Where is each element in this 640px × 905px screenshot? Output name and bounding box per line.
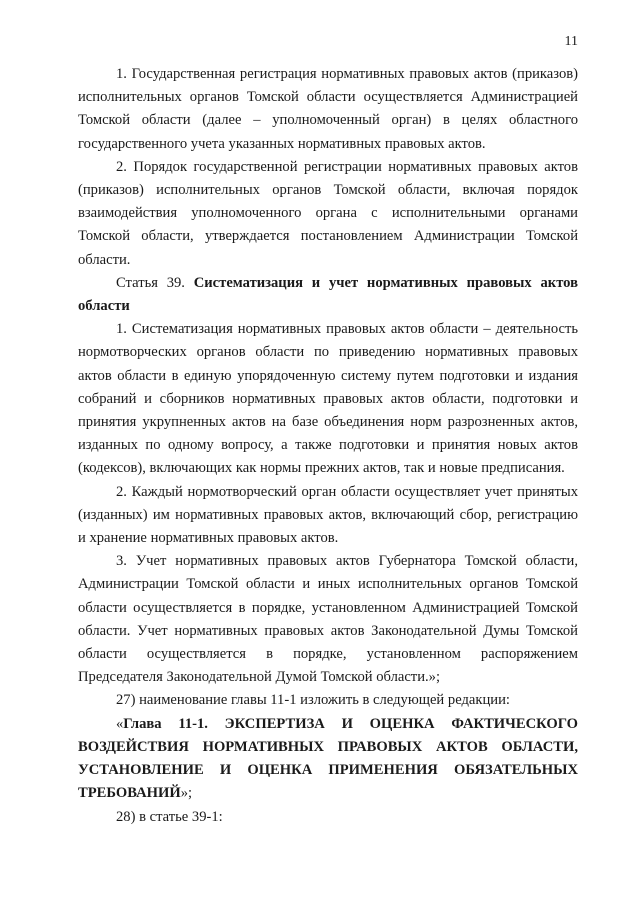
article-heading bbox=[78, 272, 578, 318]
paragraph: 2. Порядок государственной регистрации нормативных правовых актов (приказов) исполнительных органов Томской области, включая порядок взаимодействия уполномоченного органа с исполнительными органами Томской области, утверждается постановлением Администрации Томской области. bbox=[78, 158, 578, 268]
chapter-open-quote: « bbox=[116, 715, 124, 732]
article-title: Систематизация и учет нормативных правовых актов области bbox=[78, 274, 578, 315]
paragraph: 1. Систематизация нормативных правовых актов области – деятельность нормотворческих органов области по приведению нормативных правовых актов области в единую упорядоченную систему путем подготовки и издания собраний и сборников нормативных правовых актов области, подготовки и принятия укрупненных актов на базе объединения норм разрозненных актов, изданных по одному вопросу, а также подготовки и принятия новых актов (кодексов), включающих как нормы прежних актов, так и новые предписания. bbox=[78, 321, 578, 477]
paragraph: 3. Учет нормативных правовых актов Губернатора Томской области, Администрации Томской области и иных исполнительных органов Томской области осуществляется в порядке, установленном Администрацией Томской области. Учет нормативных правовых актов Законодательной Думы Томской области осуществляется в порядке, установленном распоряжением Председателя Законодательной Думой Томской области.»; bbox=[78, 553, 578, 686]
amendment-item-27: 27) наименование главы 11-1 изложить в следующей редакции: bbox=[116, 692, 510, 709]
paragraph: 1. Государственная регистрация нормативных правовых актов (приказов) исполнительных органов Томской области осуществляется Администрацией Томской области (далее – уполномоченный орган) в целях областного государственного учета указанных нормативных правовых актов. bbox=[78, 66, 578, 152]
chapter-title bbox=[78, 713, 578, 806]
amendment-item-28: 28) в статье 39-1: bbox=[116, 808, 223, 825]
article-prefix: Статья 39. bbox=[116, 274, 194, 291]
chapter-title-text: Глава 11-1. ЭКСПЕРТИЗА И ОЦЕНКА ФАКТИЧЕСКОГО ВОЗДЕЙСТВИЯ НОРМАТИВНЫХ ПРАВОВЫХ АКТОВ ОБЛАСТИ, УСТАНОВЛЕНИЕ И ОЦЕНКА ПРИМЕНЕНИЯ ОБЯЗАТЕЛЬНЫХ ТРЕБОВАНИЙ bbox=[78, 715, 578, 802]
document-body bbox=[78, 63, 578, 829]
page-number: 11 bbox=[564, 34, 578, 49]
paragraph: 2. Каждый нормотворческий орган области осуществляет учет принятых (изданных) им нормативных правовых актов, включающий сбор, регистрацию и хранение нормативных правовых актов. bbox=[78, 483, 578, 547]
chapter-close: »; bbox=[180, 785, 193, 802]
